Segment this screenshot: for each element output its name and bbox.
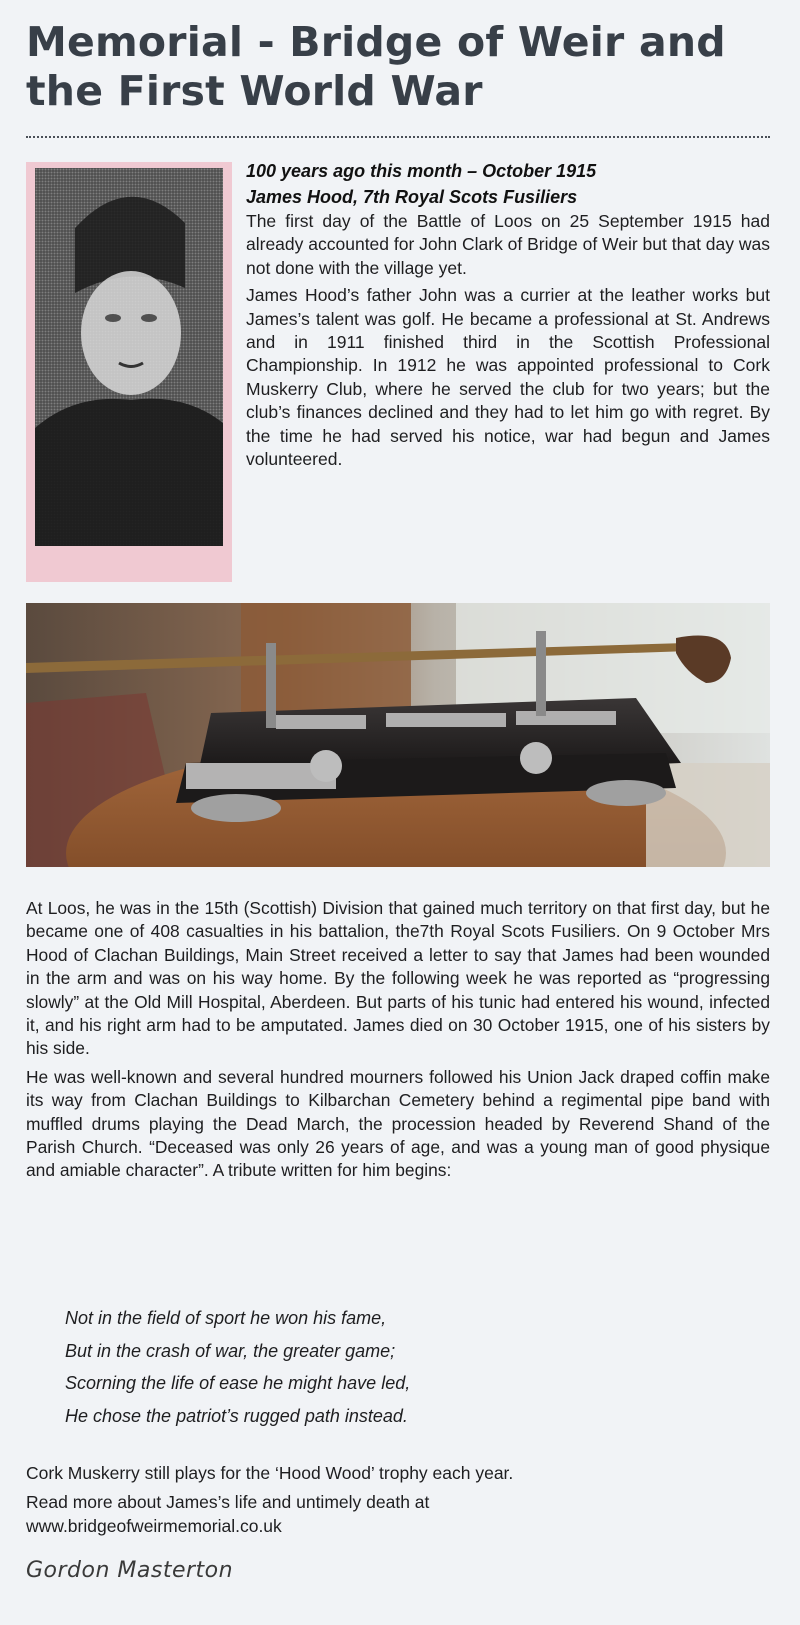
title-line-2: the First World War: [26, 67, 483, 115]
intro-paragraph-1: The first day of the Battle of Loos on 25 September 1915 had already accounted for John Clark of Bridge of Weir but that day was not done with the village yet.: [246, 211, 770, 278]
portrait-halftone-drawing: [35, 168, 223, 546]
intro-column: [246, 158, 770, 471]
dotted-divider: [26, 136, 770, 138]
body-column: [26, 897, 770, 1183]
title-line-1: Memorial - Bridge of Weir and: [26, 18, 726, 66]
trophy-photo: [26, 603, 770, 867]
read-more-text: Read more about James’s life and untimely death at: [26, 1492, 430, 1512]
poem-line: Not in the field of sport he won his fame,: [65, 1308, 387, 1328]
poem-line: He chose the patriot’s rugged path instead.: [65, 1405, 408, 1426]
trophy-photo-drawing: [26, 603, 770, 867]
body-paragraph-1: At Loos, he was in the 15th (Scottish) Division that gained much territory on that first day, but he became one of 408 casualties in his battalion, the7th Royal Scots Fusiliers. On 9 October Mrs Hood of Clachan Buildings, Main Street received a letter to say that James had been wounded in the arm and was on his way home. By the following week he was reported as “progressing slowly” at the Old Mill Hospital, Aberdeen. But parts of his tunic had entered his wound, infected it, and his right arm had to be amputated. James died on 30 October 1915, one of his sisters by his side.: [26, 898, 770, 1059]
intro-paragraph-2: James Hood’s father John was a currier at the leather works but James’s talent was golf. He became a professional at St. Andrews and in 1911 finished third in the Scottish Professional Championship. In 1912 he was appointed professional to Cork Muskerry Club, where he served the club for two years; but the club’s finances declined and they had to let him go with regret. By the time he had served his notice, war had begun and James volunteered.: [246, 285, 770, 470]
tribute-poem: [65, 1302, 745, 1432]
trophy-note: Cork Muskerry still plays for the ‘Hood Wood’ trophy each year.: [26, 1463, 514, 1483]
subhead-date: 100 years ago this month – October 1915: [246, 161, 597, 181]
portrait-figure: [26, 162, 232, 582]
poem-line: But in the crash of war, the greater game;: [65, 1340, 396, 1361]
read-more: [26, 1490, 770, 1538]
body-paragraph-2: He was well-known and several hundred mourners followed his Union Jack draped coffin make its way from Clachan Buildings to Kilbarchan Cemetery behind a regimental pipe band with muffled drums playing the Dead March, the procession headed by Reverend Shand of the Parish Church. “Deceased was only 26 years of age, and was a young man of good physique and amiable character”. A tribute written for him begins:: [26, 1066, 770, 1181]
subhead-name: James Hood, 7th Royal Scots Fusiliers: [246, 187, 578, 207]
portrait-photo: [35, 168, 223, 546]
closing-text: [26, 1461, 770, 1538]
poem-line: Scorning the life of ease he might have led,: [65, 1373, 411, 1393]
article-title: [26, 18, 776, 116]
author-signature: Gordon Masterton: [26, 1558, 234, 1583]
memorial-website-link[interactable]: www.bridgeofweirmemorial.co.uk: [26, 1516, 282, 1536]
